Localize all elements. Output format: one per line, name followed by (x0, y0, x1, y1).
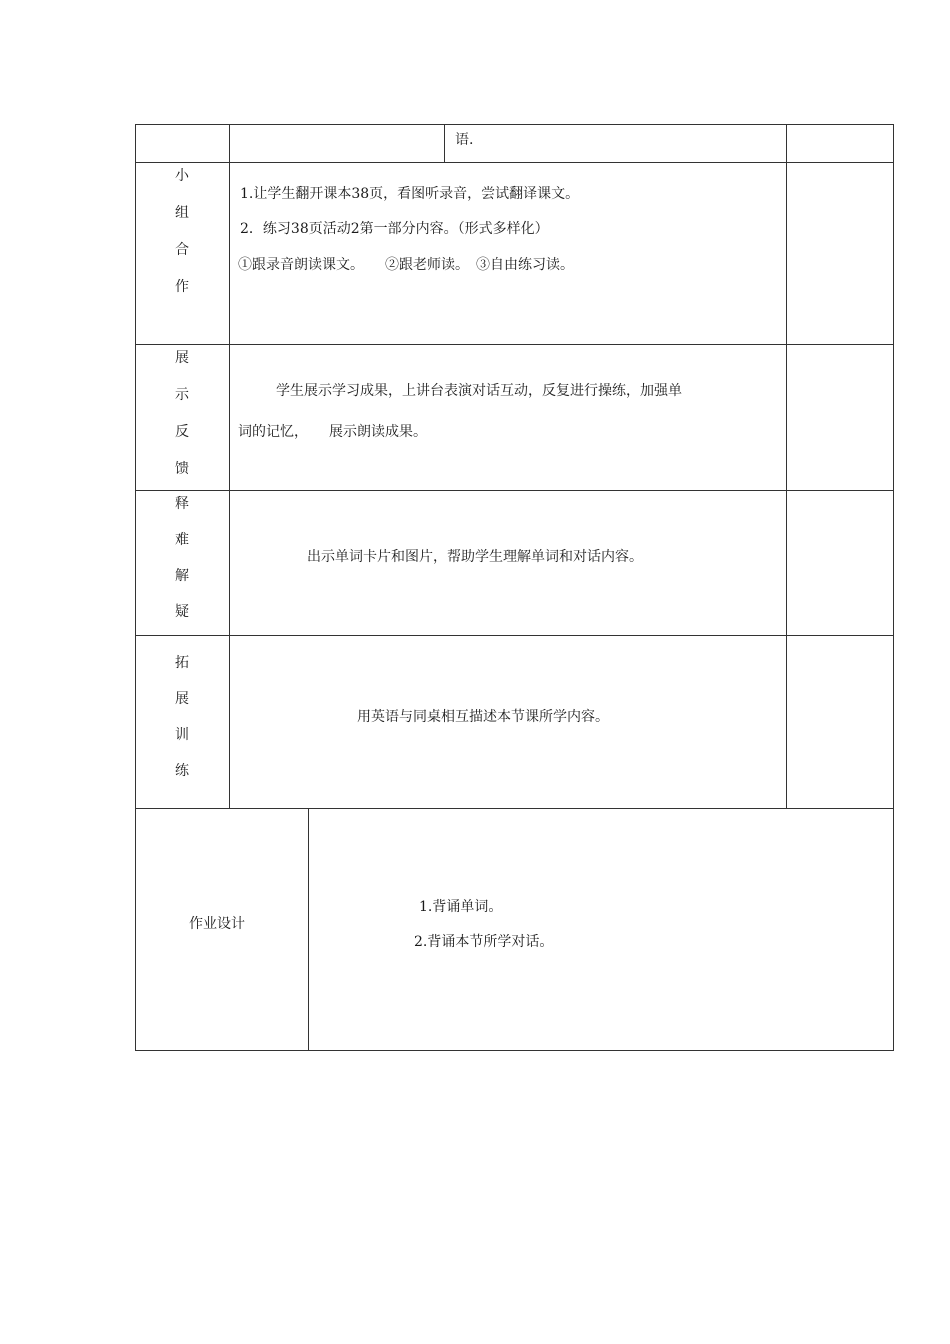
label-char: 难 (175, 532, 189, 548)
extension-text: 用英语与同桌相互描述本节课所学内容。 (357, 709, 609, 725)
column-divider (308, 808, 309, 1051)
label-char: 组 (175, 205, 189, 221)
table-border-left (135, 124, 136, 1051)
label-char: 合 (175, 242, 189, 258)
label-char: 释 (175, 496, 189, 512)
column-divider (444, 124, 445, 163)
column-divider (786, 124, 787, 809)
label-char: 馈 (175, 461, 189, 477)
label-char: 反 (175, 424, 189, 440)
table-border-top (135, 124, 894, 125)
row-divider (135, 162, 894, 163)
group-work-line-1: 1.让学生翻开课本38页，看图听录音，尝试翻译课文。 (240, 186, 580, 202)
show-feedback-line-2: 词的记忆， 展示朗读成果。 (238, 424, 427, 440)
continued-text: 语. (455, 132, 474, 148)
show-feedback-label (167, 348, 197, 496)
group-work-line-3: ①跟录音朗读课文。 ②跟老师读。 ③自由练习读。 (238, 257, 574, 273)
label-char: 展 (175, 350, 189, 366)
row-divider (135, 344, 894, 345)
show-feedback-line-1: 学生展示学习成果，上讲台表演对话互动，反复进行操练，加强单 (276, 383, 682, 399)
group-work-label (167, 166, 197, 314)
table-border-right (893, 124, 894, 1051)
homework-label: 作业设计 (189, 916, 245, 932)
label-char: 拓 (175, 655, 189, 671)
extension-label (167, 653, 197, 797)
label-char: 训 (175, 727, 189, 743)
explain-text: 出示单词卡片和图片，帮助学生理解单词和对话内容。 (307, 549, 643, 565)
row-divider (135, 635, 894, 636)
row-divider (135, 808, 894, 809)
homework-line-1: 1.背诵单词。 (419, 899, 503, 915)
group-work-line-2: 2．练习38页活动2第一部分内容。（形式多样化） (240, 221, 549, 237)
label-char: 解 (175, 568, 189, 584)
label-char: 展 (175, 691, 189, 707)
explain-label (167, 494, 197, 638)
table-border-bottom (135, 1050, 894, 1051)
label-char: 示 (175, 387, 189, 403)
row-divider (135, 490, 894, 491)
homework-line-2: 2.背诵本节所学对话。 (414, 934, 554, 950)
label-char: 小 (175, 168, 189, 184)
label-char: 疑 (175, 604, 189, 620)
column-divider (229, 124, 230, 809)
label-char: 练 (175, 763, 189, 779)
label-char: 作 (175, 279, 189, 295)
